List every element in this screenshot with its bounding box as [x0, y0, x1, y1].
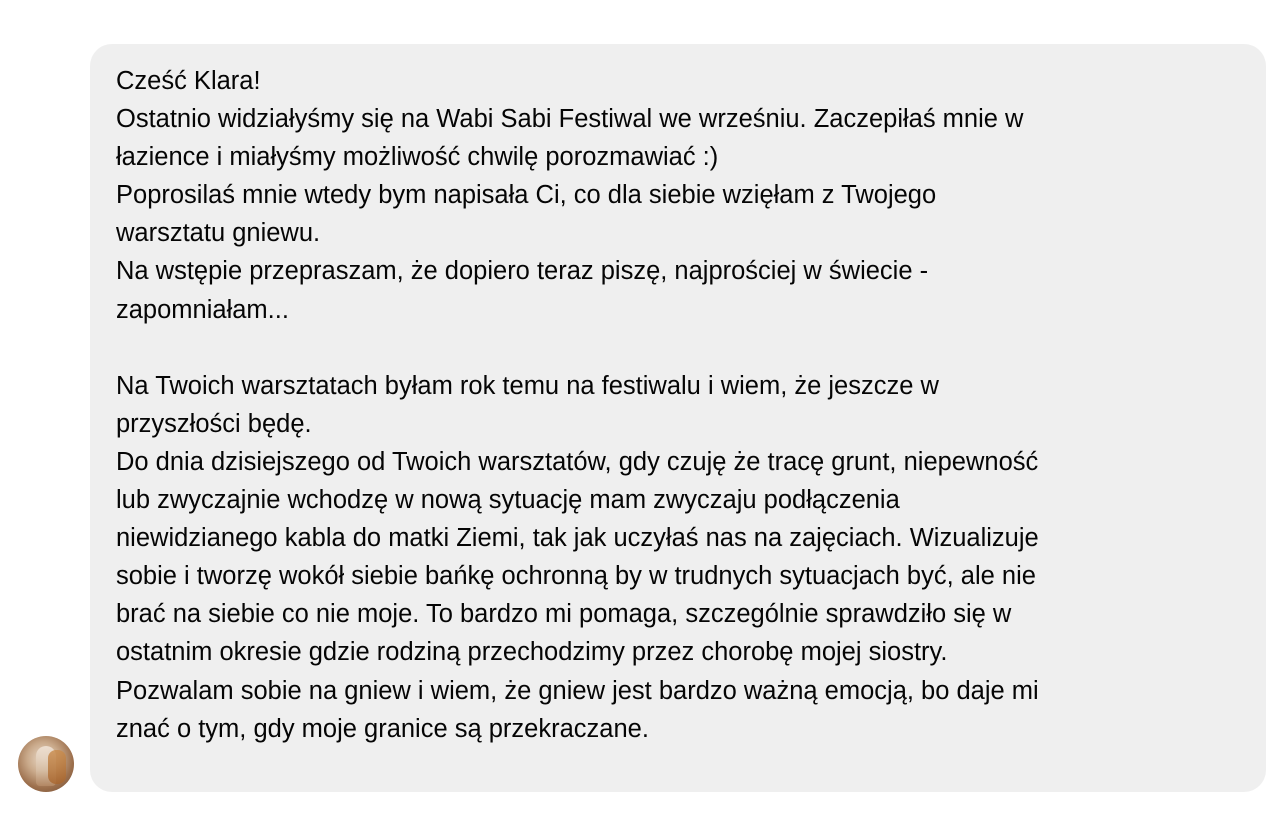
message-line: niewidzianego kabla do matki Ziemi, tak jak uczyłaś nas na zajęciach. Wizualizuje — [116, 524, 1039, 553]
message-line: Cześć Klara! — [116, 67, 261, 95]
message-line: brać na siebie co nie moje. To bardzo mi pomaga, szczególnie sprawdziło się w — [116, 600, 1012, 629]
message-line: zapomniałam... — [116, 295, 289, 324]
message-line: Na Twoich warsztatach byłam rok temu na festiwalu i wiem, że jeszcze w — [116, 371, 939, 400]
message-line: Poprosilaś mnie wtedy bym napisała Ci, co dla siebie wzięłam z Twojego — [116, 181, 937, 210]
message-line: Na wstępie przepraszam, że dopiero teraz piszę, najprościej w świecie - — [116, 257, 929, 286]
message-line: ostatnim okresie gdzie rodziną przechodzimy przez chorobę mojej siostry. — [116, 638, 948, 667]
message-line: Do dnia dzisiejszego od Twoich warsztatów, gdy czuję że tracę grunt, niepewność — [116, 447, 1039, 476]
message-blank-line — [116, 329, 1240, 367]
message-line: Pozwalam sobie na gniew i wiem, że gniew jest bardzo ważną emocją, bo daje mi — [116, 676, 1039, 705]
message-line: przyszłości będę. — [116, 409, 312, 438]
message-bubble[interactable] — [90, 44, 1266, 792]
avatar-photo-detail — [48, 750, 66, 784]
sender-avatar[interactable] — [18, 736, 74, 792]
message-line: sobie i tworzę wokół siebie bańkę ochronną by w trudnych sytuacjach być, ale nie — [116, 562, 1036, 591]
message-line: znać o tym, gdy moje granice są przekraczane. — [116, 714, 649, 743]
message-line: warsztatu gniewu. — [116, 219, 321, 248]
message-line: Ostatnio widziałyśmy się na Wabi Sabi Festiwal we wrześniu. Zaczepiłaś mnie w — [116, 105, 1024, 134]
message-line: łazience i miałyśmy możliwość chwilę porozmawiać :) — [116, 143, 719, 172]
message-line: lub zwyczajnie wchodzę w nową sytuację mam zwyczaju podłączenia — [116, 486, 900, 515]
